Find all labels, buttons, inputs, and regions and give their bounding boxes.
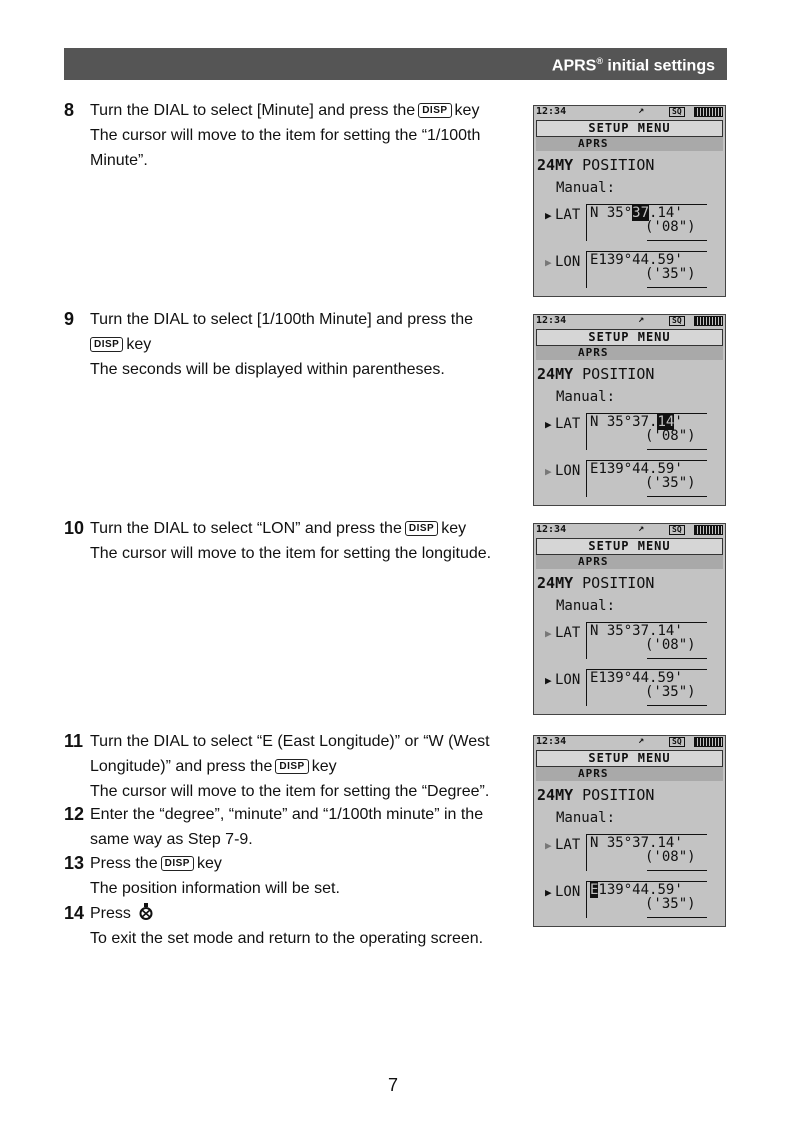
step-13: 13 Press the DISP key The position information will be set.: [64, 853, 340, 897]
step-12: 12 Enter the “degree”, “minute” and “1/100th minute” in the same way as Step 7-9.: [64, 804, 484, 848]
signal-icon: ↗: [638, 314, 645, 325]
header-bar: [64, 48, 727, 80]
section-title: APRS® initial settings: [551, 56, 715, 75]
status-bar: 12:34 ↗ SQ: [534, 315, 725, 327]
cursor-arrow-icon: ▶: [545, 627, 552, 640]
cursor-arrow-icon: ▶: [545, 674, 552, 687]
lat-value: N 35°37.14' ('08"): [586, 204, 707, 241]
lcd-screen-step-9: 12:34 ↗ SQ SETUP MENU APRS 24MY POSITION Manual: ▶ LAT N 35°37.14' ('08") ▶ LON E139°44.59' ('35"): [533, 314, 726, 506]
lcd-screen-step-11: 12:34 ↗ SQ SETUP MENU APRS 24MY POSITION Manual: ▶ LAT N 35°37.14' ('08") ▶ LON E139°44.59' ('35"): [533, 735, 726, 927]
power-knob-icon: [139, 903, 153, 920]
lon-value: E139°44.59' ('35"): [586, 881, 707, 918]
menu-subtitle: APRS: [536, 137, 723, 151]
step-10: 10 Turn the DIAL to select “LON” and press the DISP key The cursor will move to the item for setting the longitude.: [64, 518, 492, 562]
status-bar: 12:34 ↗ SQ: [534, 524, 725, 536]
cursor-arrow-icon: ▶: [545, 839, 552, 852]
menu-subtitle: APRS: [536, 767, 723, 781]
disp-key-icon: DISP: [405, 521, 438, 536]
signal-icon: ↗: [638, 735, 645, 746]
menu-subtitle: APRS: [536, 346, 723, 360]
manual-label: Manual:: [556, 598, 616, 614]
battery-icon: [694, 316, 723, 326]
sq-icon: SQ: [669, 107, 685, 117]
cursor-arrow-icon: ▶: [545, 209, 552, 222]
sq-icon: SQ: [669, 737, 685, 747]
status-bar: 12:34 ↗ SQ: [534, 736, 725, 748]
sq-icon: SQ: [669, 316, 685, 326]
battery-icon: [694, 525, 723, 535]
menu-title: SETUP MENU: [536, 750, 723, 767]
cursor-arrow-icon: ▶: [545, 465, 552, 478]
lat-value: N 35°37.14' ('08"): [586, 413, 707, 450]
lon-value: E139°44.59' ('35"): [586, 669, 707, 706]
step-14: 14 Press To exit the set mode and return to the operating screen.: [64, 903, 484, 947]
sq-icon: SQ: [669, 525, 685, 535]
battery-icon: [694, 737, 723, 747]
step-9: 9 Turn the DIAL to select [1/100th Minute] and press the DISP key The seconds will be displayed within parentheses.: [64, 309, 474, 378]
disp-key-icon: DISP: [161, 856, 194, 871]
lon-value: E139°44.59' ('35"): [586, 251, 707, 288]
signal-icon: ↗: [638, 105, 645, 116]
cursor-arrow-icon: ▶: [545, 256, 552, 269]
menu-title: SETUP MENU: [536, 538, 723, 555]
lcd-screen-step-8: 12:34 ↗ SQ SETUP MENU APRS 24MY POSITION Manual: ▶ LAT N 35°37.14' ('08") ▶ LON E139°44.59' ('35"): [533, 105, 726, 297]
menu-subtitle: APRS: [536, 555, 723, 569]
cursor-arrow-icon: ▶: [545, 886, 552, 899]
manual-label: Manual:: [556, 810, 616, 826]
step-8: 8 Turn the DIAL to select [Minute] and press the DISP key The cursor will move to the item for setting the “1/100th Minute”.: [64, 100, 481, 169]
menu-title: SETUP MENU: [536, 120, 723, 137]
position-title: 24MY POSITION: [537, 365, 655, 383]
lcd-screen-step-10: 12:34 ↗ SQ SETUP MENU APRS 24MY POSITION Manual: ▶ LAT N 35°37.14' ('08") ▶ LON E139°44.59' ('35"): [533, 523, 726, 715]
signal-icon: ↗: [638, 523, 645, 534]
disp-key-icon: DISP: [275, 759, 308, 774]
cursor-arrow-icon: ▶: [545, 418, 552, 431]
position-title: 24MY POSITION: [537, 574, 655, 592]
disp-key-icon: DISP: [90, 337, 123, 352]
position-title: 24MY POSITION: [537, 786, 655, 804]
step-11: 11 Turn the DIAL to select “E (East Longitude)” or “W (West Longitude)” and press the DISP key The cursor will move to the item for setting the “Degree”.: [64, 731, 490, 800]
lon-value: E139°44.59' ('35"): [586, 460, 707, 497]
position-title: 24MY POSITION: [537, 156, 655, 174]
status-bar: 12:34 ↗ SQ: [534, 106, 725, 118]
menu-title: SETUP MENU: [536, 329, 723, 346]
disp-key-icon: DISP: [418, 103, 451, 118]
battery-icon: [694, 107, 723, 117]
manual-label: Manual:: [556, 180, 616, 196]
lat-value: N 35°37.14' ('08"): [586, 622, 707, 659]
page-number: 7: [388, 1075, 399, 1095]
lat-value: N 35°37.14' ('08"): [586, 834, 707, 871]
manual-label: Manual:: [556, 389, 616, 405]
